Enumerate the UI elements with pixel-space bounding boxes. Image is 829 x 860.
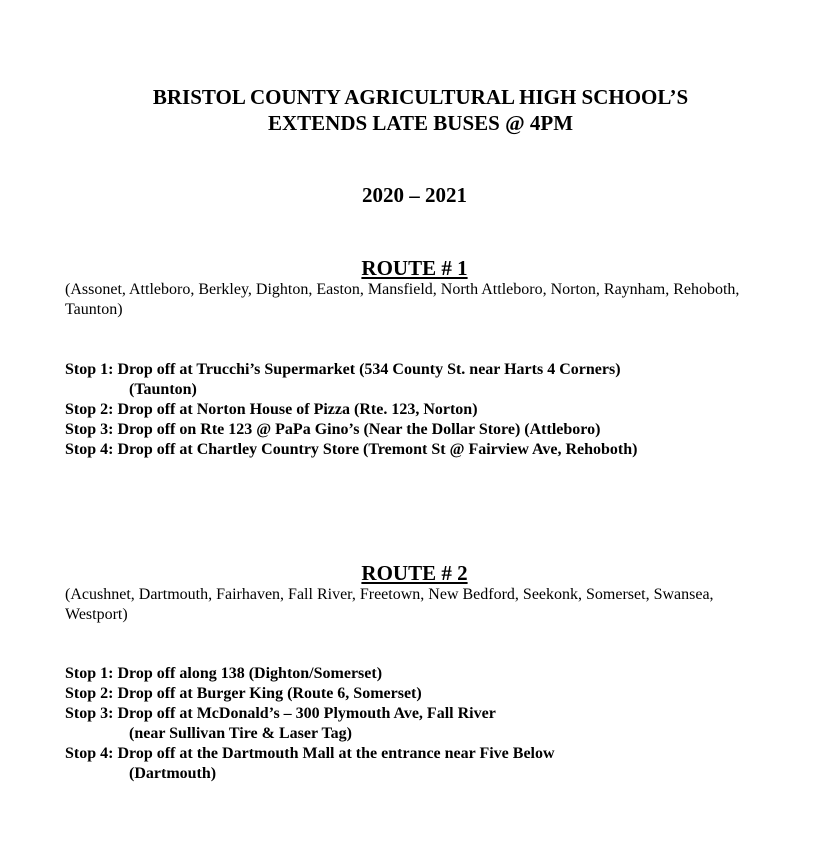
route-1-towns: (Assonet, Attleboro, Berkley, Dighton, Easton, Mansfield, North Attleboro, Norton, Raynham, Rehoboth, Taunton) (65, 281, 740, 318)
route-1-stop-4 (65, 440, 805, 460)
stop-text: Stop 1: Drop off at Trucchi’s Supermarket (534 County St. near Harts 4 Corners) (65, 361, 621, 378)
stop-text-continuation: (Dartmouth) (129, 765, 217, 782)
document-title-line-1: BRISTOL COUNTY AGRICULTURAL HIGH SCHOOL’S (152, 85, 689, 109)
stop-text-continuation: (Taunton) (129, 381, 197, 398)
route-2-towns: (Acushnet, Dartmouth, Fairhaven, Fall River, Freetown, New Bedford, Seekonk, Somerset, Swansea, Westport) (65, 586, 714, 623)
stop-text-continuation: (near Sullivan Tire & Laser Tag) (129, 725, 353, 742)
route-2-stop-2 (65, 684, 805, 704)
stop-text: Stop 3: Drop off at McDonald’s – 300 Plymouth Ave, Fall River (65, 705, 496, 722)
route-1-stop-list (65, 360, 805, 460)
route-1-stop-1 (65, 360, 805, 400)
route-2-stop-1 (65, 664, 805, 684)
document-title-line-2: EXTENDS LATE BUSES @ 4PM (267, 111, 574, 135)
stop-text: Stop 2: Drop off at Burger King (Route 6, Somerset) (65, 685, 422, 702)
stop-text: Stop 4: Drop off at the Dartmouth Mall at the entrance near Five Below (65, 745, 555, 762)
route-2-stop-list (65, 664, 805, 784)
route-2-stop-3 (65, 704, 805, 744)
route-2-heading: ROUTE # 2 (361, 561, 468, 585)
stop-text: Stop 3: Drop off on Rte 123 @ PaPa Gino’s (Near the Dollar Store) (Attleboro) (65, 421, 601, 438)
route-2-stop-4 (65, 744, 805, 784)
stop-text: Stop 4: Drop off at Chartley Country Store (Tremont St @ Fairview Ave, Rehoboth) (65, 441, 638, 458)
stop-text: Stop 1: Drop off along 138 (Dighton/Somerset) (65, 665, 383, 682)
school-year: 2020 – 2021 (362, 183, 467, 207)
stop-text: Stop 2: Drop off at Norton House of Pizza (Rte. 123, Norton) (65, 401, 478, 418)
route-1-stop-3 (65, 420, 805, 440)
route-1-heading: ROUTE # 1 (361, 256, 468, 280)
route-1-stop-2 (65, 400, 805, 420)
